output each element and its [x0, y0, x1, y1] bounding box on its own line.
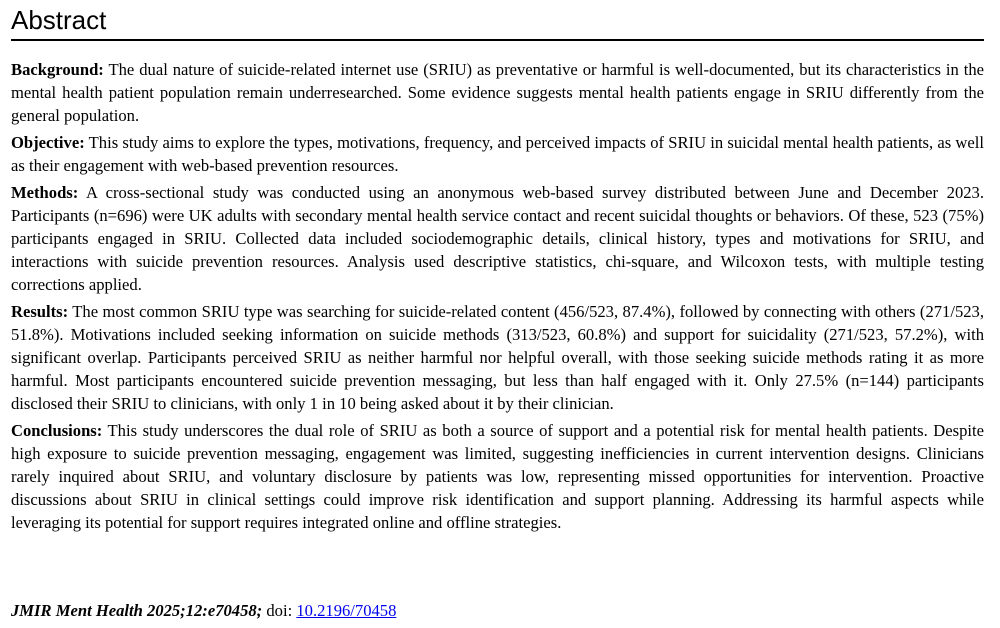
section-label: Results:	[11, 302, 69, 321]
section-text: A cross-sectional study was conducted using an anonymous web-based survey distributed between June and December 2023. Participants (n=696) were UK adults with secondary mental health service contact and recent suicidal thoughts or behaviors. Of these, 523 (75%) participants engaged in SRIU. Collected data included sociodemographic details, clinical history, types and motivations for SRIU, and interactions with suicide prevention resources. Analysis used descriptive statistics, chi-square, and Wilcoxon tests, with multiple testing corrections applied.	[11, 183, 985, 294]
abstract-section-results	[11, 300, 984, 415]
section-label: Objective:	[11, 133, 85, 152]
abstract-heading: Abstract	[11, 2, 984, 41]
abstract-section-methods	[11, 181, 984, 296]
section-label: Background:	[11, 60, 104, 79]
citation-line	[11, 599, 396, 622]
section-text: The most common SRIU type was searching for suicide-related content (456/523, 87.4%), followed by connecting with others (271/523, 51.8%). Motivations included seeking information on suicide methods (313/523, 60.8%) and support for suicidality (271/523, 57.2%), with significant overlap. Participants perceived SRIU as neither harmful nor helpful overall, with those seeking suicide methods rating it as more harmful. Most participants encountered suicide prevention messaging, but less than half engaged with it. Only 27.5% (n=144) participants disclosed their SRIU to clinicians, with only 1 in 10 being asked about it by their clinician.	[11, 302, 984, 413]
abstract-section-conclusions	[11, 419, 984, 534]
section-text: This study underscores the dual role of SRIU as both a source of support and a potential risk for mental health patients. Despite high exposure to suicide prevention messaging, engagement was limited, suggesting inefficiencies in current intervention designs. Clinicians rarely inquired about SRIU, and voluntary disclosure by patients was low, representing missed opportunities for intervention. Proactive discussions about SRIU in clinical settings could improve risk identification and support planning. Addressing its harmful aspects while leveraging its potential for support requires integrated online and offline strategies.	[11, 421, 984, 532]
abstract-section-background	[11, 58, 984, 127]
section-label: Methods:	[11, 183, 79, 202]
section-label: Conclusions:	[11, 421, 103, 440]
section-text: The dual nature of suicide-related internet use (SRIU) as preventative or harmful is well-documented, but its characteristics in the mental health patient population remain underresearched. Some evidence suggests mental health patients engage in SRIU differently from the general population.	[11, 60, 984, 125]
doi-link[interactable]: 10.2196/70458	[296, 601, 397, 620]
doi-label: doi:	[266, 601, 293, 620]
abstract-body	[11, 58, 984, 538]
journal-citation: JMIR Ment Health 2025;12:e70458;	[11, 601, 263, 620]
abstract-section-objective	[11, 131, 984, 177]
section-text: This study aims to explore the types, motivations, frequency, and perceived impacts of SRIU in suicidal mental health patients, as well as their engagement with web-based prevention resources.	[11, 133, 984, 175]
